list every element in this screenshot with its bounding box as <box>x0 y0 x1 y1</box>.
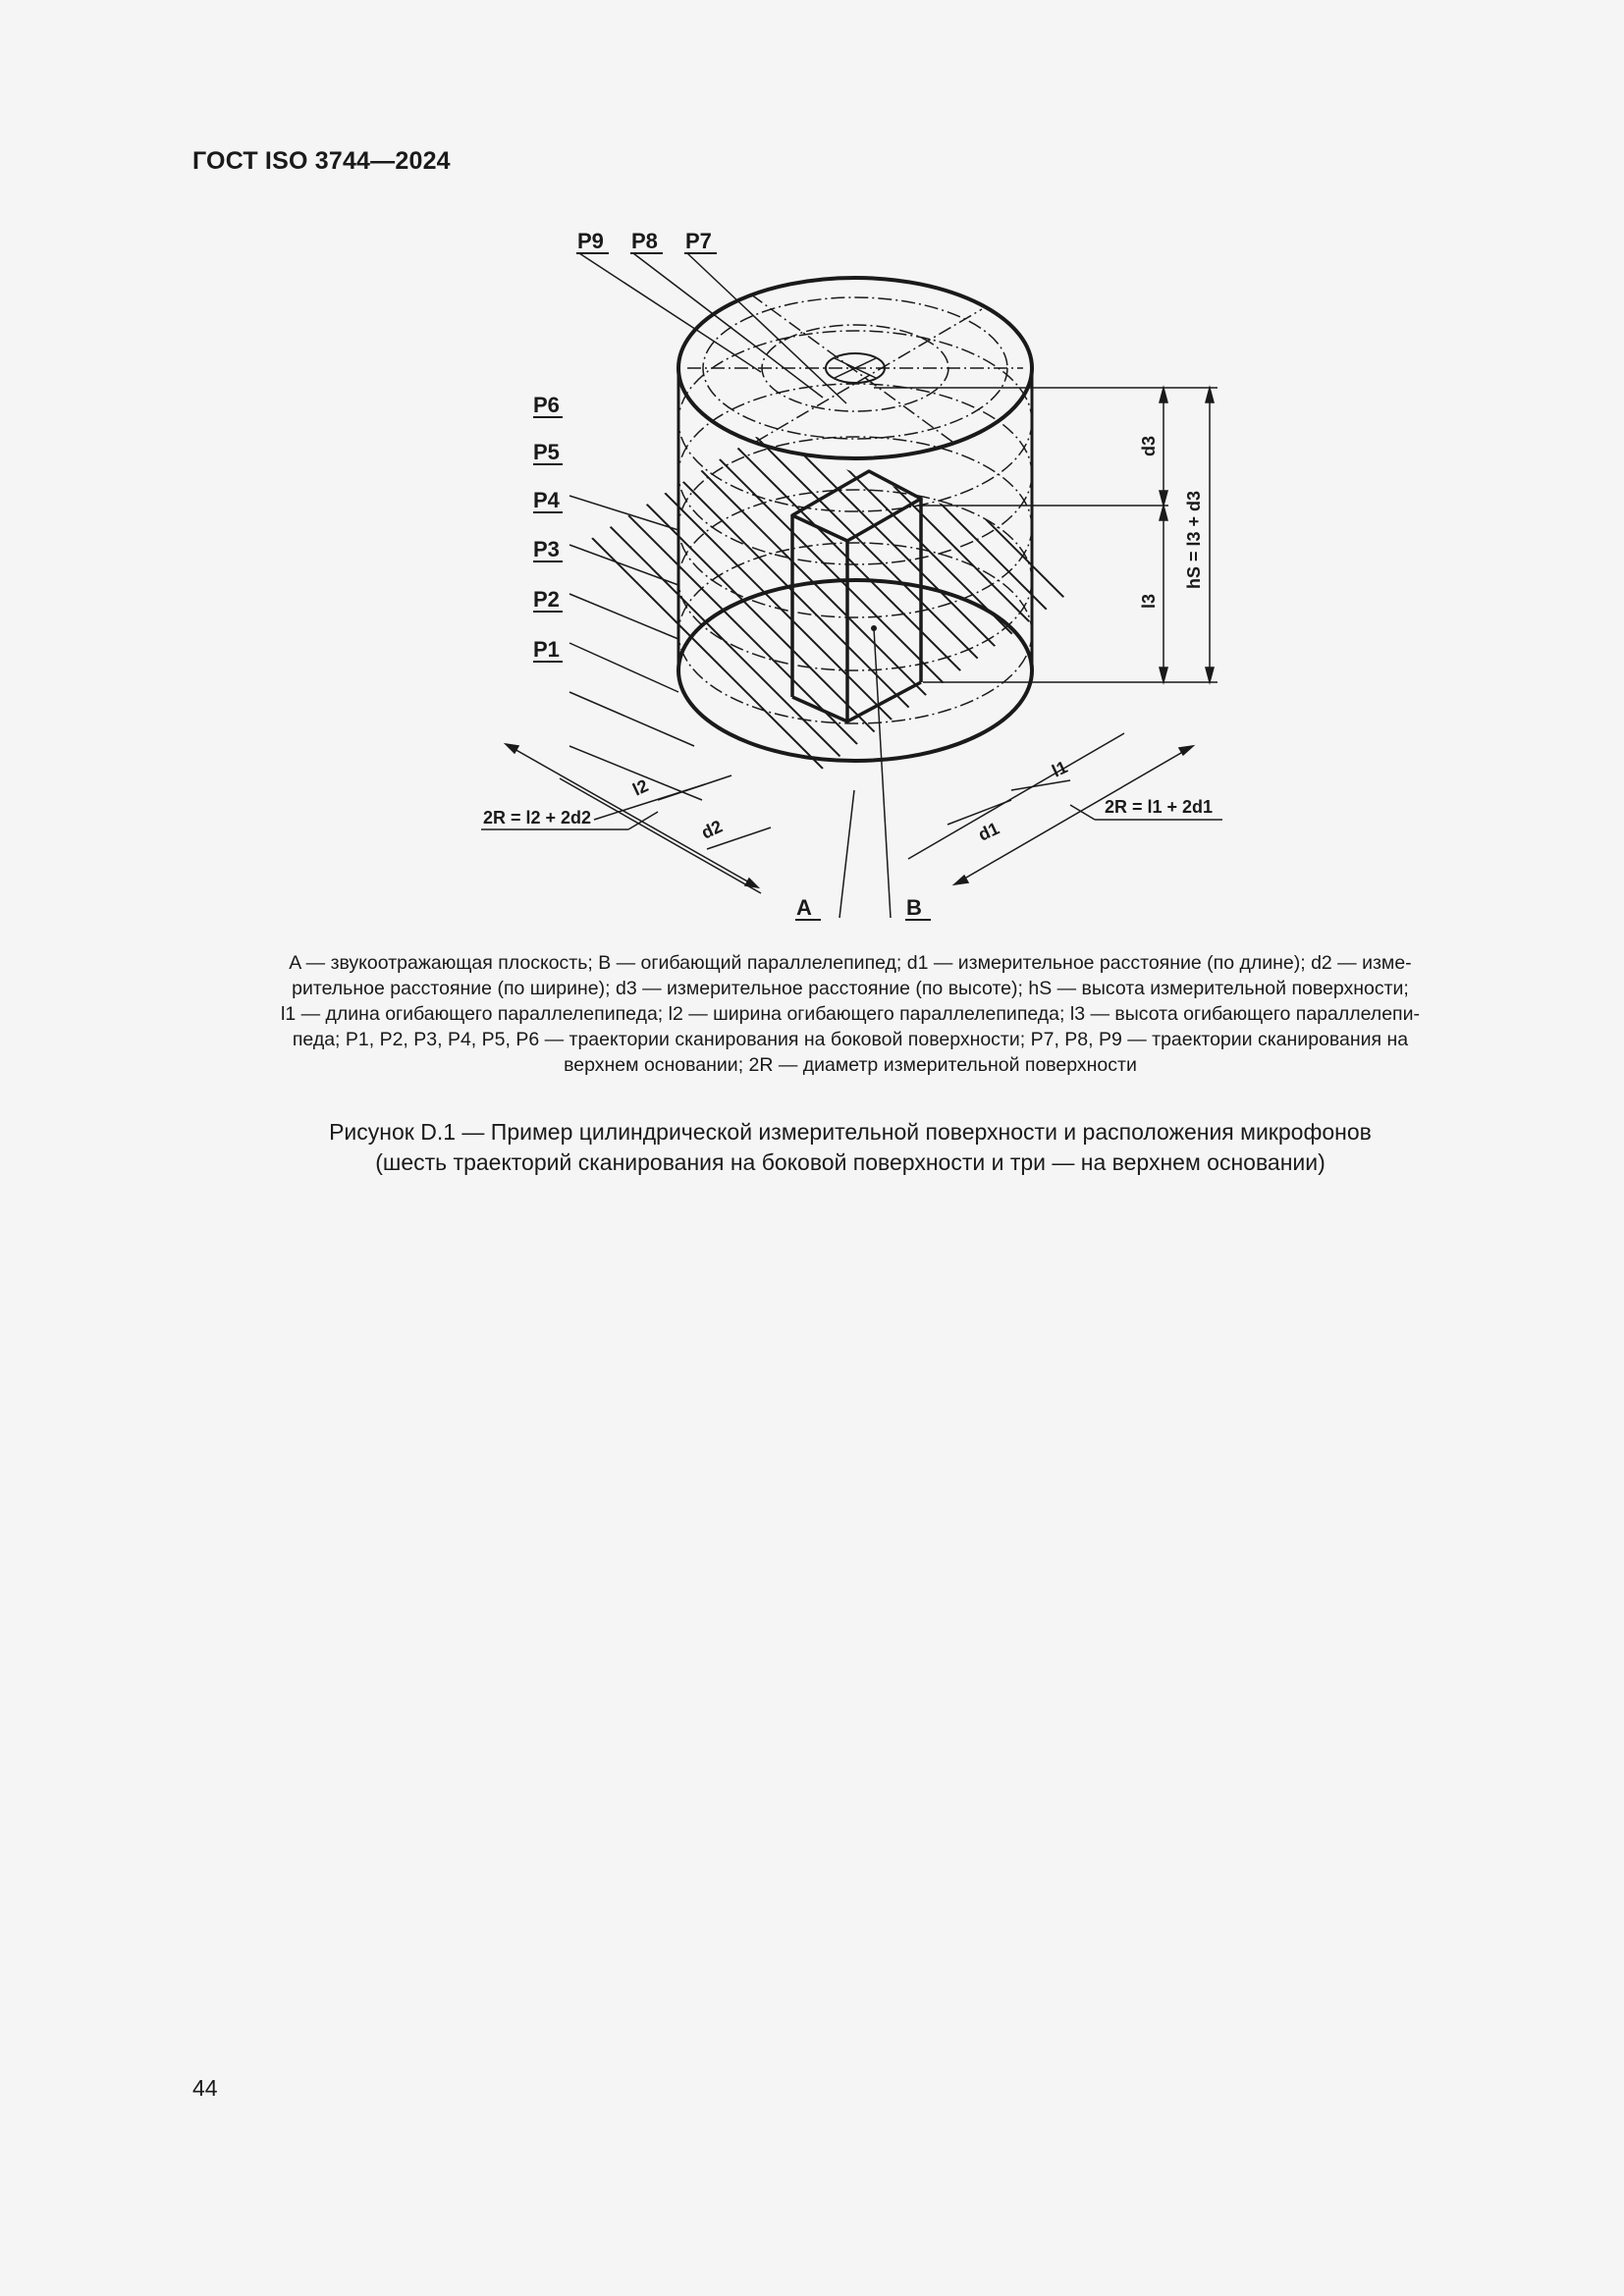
callout-p8: P8 <box>631 229 658 253</box>
vertical-dimensions <box>874 388 1218 682</box>
dim-d3: d3 <box>1139 435 1159 456</box>
caption-line-2: (шесть траекторий сканирования на боковой поверхности и три — на верхнем основании) <box>375 1149 1326 1175</box>
figure-drawing <box>461 211 1247 937</box>
legend-line-2: рительное расстояние (по ширине); d3 — измерительное расстояние (по высоте); hS — высота измерительной поверхности; <box>292 978 1409 999</box>
callout-p6: P6 <box>533 393 560 417</box>
callout-p4: P4 <box>533 488 560 512</box>
dim-2r-right: 2R = l1 + 2d1 <box>1105 797 1214 817</box>
dim-hs: hS = l3 + d3 <box>1184 490 1204 589</box>
legend-line-4: педа; P1, P2, P3, P4, P5, P6 — траектории сканирования на боковой поверхности; P7, P8, P9 — траектории сканирования на <box>292 1029 1409 1050</box>
callout-a: A <box>796 895 812 920</box>
legend-line-1: A — звукоотражающая плоскость; B — огибающий параллелепипед; d1 — измерительное расстояние (по длине); d2 — изме- <box>289 952 1412 974</box>
dim-l3: l3 <box>1139 593 1159 609</box>
dim-l1: l1 <box>1049 757 1071 781</box>
dim-d2: d2 <box>698 816 726 843</box>
callout-p9: P9 <box>577 229 604 253</box>
dim-d1: d1 <box>975 818 1002 845</box>
legend-line-5: верхнем основании; 2R — диаметр измерительной поверхности <box>564 1054 1137 1076</box>
figure-legend <box>192 950 1508 1078</box>
legend-line-3: l1 — длина огибающего параллелепипеда; l2 — ширина огибающего параллелепипеда; l3 — высота огибающего параллелепи- <box>281 1003 1420 1025</box>
document-header: ГОСТ ISO 3744—2024 <box>192 147 451 175</box>
callout-p7: P7 <box>685 229 712 253</box>
callout-p5: P5 <box>533 440 560 464</box>
callout-p3: P3 <box>533 537 560 561</box>
caption-line-1: Рисунок D.1 — Пример цилиндрической измерительной поверхности и расположения микрофонов <box>329 1119 1372 1145</box>
callout-p2: P2 <box>533 587 560 612</box>
cylinder-outline <box>678 278 1032 761</box>
figure-caption <box>192 1117 1508 1178</box>
callout-p1: P1 <box>533 637 560 662</box>
figure-cylindrical-measurement-surface <box>461 211 1247 937</box>
dim-2r-left: 2R = l2 + 2d2 <box>483 808 592 828</box>
dim-l2: l2 <box>629 775 652 800</box>
side-scanning-paths <box>678 331 1032 723</box>
callout-leaders <box>569 253 891 918</box>
page-number: 44 <box>192 2075 218 2101</box>
callout-b: B <box>906 895 922 920</box>
